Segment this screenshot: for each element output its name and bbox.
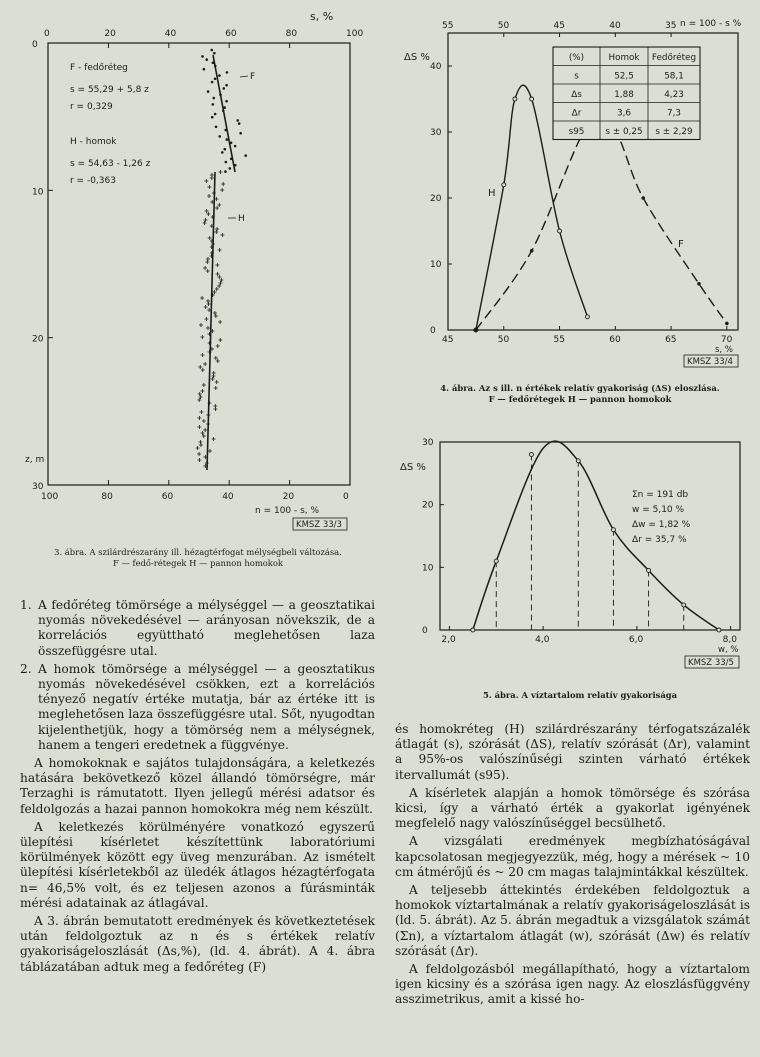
paragraph: A teljesebb áttekintés érdekében feldolgoztuk a homokok víztartalmának a relatív gyakoriságeloszlását is (ld. 5. ábrát). Az 5. ábrán megadtuk a vizsgálatok számát (Σn), a víztartalom átlagát (w), szórását (Δw) és relatív szórását (Δr). [395,883,750,958]
fig3-point-h [219,278,223,282]
fig5-stat-dw: Δw = 1,82 % [632,520,691,530]
fig3-point-h [197,458,201,462]
fig3-point-h [197,452,201,456]
fig4-point-f [725,322,729,326]
fig3-point-h [202,419,206,423]
fig3-point-h [198,440,202,444]
fig3-point-f [225,84,228,87]
fig5-y-tick-label: 0 [422,626,428,636]
fig3-point-h [218,320,222,324]
fig3-point-h [196,446,200,450]
fig3-point-f [210,49,213,52]
fig3-top-tick-label: 80 [285,29,298,39]
fig3-point-f [225,100,228,103]
text-column-right [395,722,750,1011]
fig3-point-h [208,236,212,240]
list-item-1 [20,598,375,659]
fig5-y-tick-label: 30 [422,438,434,448]
fig4-table-header: (%) [568,53,585,63]
fig3-point-h [201,368,205,372]
fig3-point-h [205,260,209,264]
fig4-point-f [697,282,701,286]
fig3-point-f [205,58,208,61]
fig3-depth-tick-label: 10 [32,187,44,198]
fig4-y-tick-label: 40 [430,62,442,72]
fig3-point-h [215,263,219,267]
fig3-point-h [206,326,210,330]
fig3-chart [0,0,380,560]
fig4-point-h [502,183,506,187]
fig3-point-f [228,167,231,170]
fig3-point-h [215,287,219,291]
fig3-legend-h: H - homok [70,137,117,147]
fig3-point-f [226,138,229,141]
fig3-point-h [199,443,203,447]
fig3-point-f [211,81,214,84]
fig3-point-f [238,122,241,125]
fig5-y-tick-label: 10 [422,563,434,574]
fig4-y-tick-label: 0 [430,326,436,336]
paragraph: A kísérletek alapján a homok tömörsége és szórása kicsi, így a várható érték a gyakorlat igényének megfelelő nagy valószínűséggel becsülhető. [395,785,750,831]
fig4-x-tick-label: 45 [442,335,454,345]
fig3-point-h [204,218,208,222]
fig3-point-h [197,416,201,420]
fig4-top-tick-label: 45 [553,21,565,31]
fig3-point-f [203,68,206,71]
fig3-point-h [203,221,207,225]
fig3-point-f [213,52,216,55]
fig4-y-ticks [430,62,452,336]
fig3-legend-f: F - fedőréteg [70,63,128,73]
fig3-top-ticks [44,29,363,48]
fig4-y-tick-label: 20 [430,194,442,204]
fig5-x-tick-label: 2,0 [441,635,456,645]
fig3-point-h [218,338,222,342]
fig5-tag: KMSZ 33/5 [688,658,734,668]
fig3-point-h [206,257,210,261]
fig4-point-h [558,229,562,233]
fig3-point-h [215,206,219,210]
fig3-point-f [212,97,215,100]
fig3-point-h [198,365,202,369]
fig4-x-ticks [442,326,733,345]
fig4-table-cell: 4,23 [664,90,684,100]
fig3-bottom-axis-label: n = 100 - s, % [255,506,320,516]
fig5-frame [440,442,740,630]
fig3-bottom-tick-label: 20 [282,492,295,502]
fig3-point-f [244,154,247,157]
fig3-point-h [204,179,208,183]
fig3-bottom-tick-label: 60 [161,492,174,502]
fig5-x-ticks [441,626,737,645]
fig3-point-h [218,170,222,174]
fig4-table-cell: 52,5 [614,71,634,82]
fig3-label-h: H [238,214,245,224]
fig4-table-cell: 7,3 [667,108,681,119]
fig3-top-tick-label: 100 [346,29,364,39]
fig4-point-h [530,97,534,101]
fig3-tag: KMSZ 33/3 [296,520,342,530]
fig3-point-f [236,119,239,122]
paragraph: A keletkezés körülményére vonatkozó egyszerű ülepítési kísérletet készítettünk laboratóriumi körülmények között egy üveg menzurában. Az ismételt ülepítési kísérletekből az üledék átlagos hézagtérfogata n= 46,5% volt, és ez teljesen azonos a fúrásminták mérési adatainak az átlagával. [20,819,375,910]
fig3-point-h [203,428,207,432]
fig4-y-tick-label: 30 [430,128,442,138]
fig3-point-h [220,233,224,237]
fig3-point-h [203,362,207,366]
fig4-point-f [474,328,478,332]
fig4-table-cell: 58,1 [664,71,684,82]
fig4-point-h [513,97,517,101]
fig4-point-f [530,249,534,253]
fig3-point-h [206,269,210,273]
fig3-point-f [218,135,221,138]
fig3-point-h [214,230,218,234]
fig4-x-tick-label: 55 [553,335,565,345]
paragraph: A 3. ábrán bemutatott eredmények és következtetések után feldolgoztuk az n és s értékek relatív gyakoriságeloszlását (Δs,%), (ld. 4. ábrát). A 4. ábra táblázatában adtuk meg a fedőréteg (F) [20,914,375,974]
fig3-point-h [197,425,201,429]
fig3-z-label: z, m [25,455,45,465]
fig4-caption-line2: F — fedőrétegek H — pannon homokok [488,394,672,404]
fig4-table-cell: Δs [571,90,582,100]
list-num-1: 1. [20,598,32,612]
fig3-point-h [204,305,208,309]
fig5-point [611,528,615,532]
list-text-1: A fedőréteg tömörsége a mélységgel — a geosztatikai nyomás növekedésével — arányosan növekszik, de a korrelációs együttható meglehetősen laza összefüggésre utal. [38,598,375,658]
fig3-point-h [213,311,217,315]
fig4-top-tick-label: 50 [497,21,510,31]
fig3-depth-tick-label: 20 [32,334,44,345]
fig5-x-tick-label: 6,0 [628,635,644,645]
fig4-table [553,47,700,140]
fig3-bottom-tick-label: 100 [41,492,59,502]
fig3-point-f [234,145,237,148]
fig3-point-h [210,176,214,180]
fig3-point-f [214,78,217,81]
fig3-point-h [199,323,203,327]
fig3-point-h [211,374,215,378]
fig5-x-label: w, % [718,645,739,655]
fig3-point-f [218,74,221,77]
fig4-table-cell: 3,6 [617,108,631,119]
fig3-point-h [203,266,207,270]
fig4-x-tick-label: 50 [497,335,510,345]
fig5-point [529,453,533,457]
fig5-point [717,628,721,632]
fig3-point-h [200,389,204,393]
fig4-table-header: Fedőréteg [651,53,697,63]
fig5-caption-text: 5. ábra. A víztartalom relatív gyakorisága [482,690,678,700]
fig5-point [682,603,686,607]
fig4-top-ticks [442,21,677,37]
fig3-point-f [207,90,210,93]
fig4-curve-f [476,116,727,330]
fig3-point-h [214,386,218,390]
fig3-point-h [200,296,204,300]
fig3-point-h [218,248,222,252]
fig4-point-h [585,315,589,319]
fig3-caption-line1: 3. ábra. A szilárdrészarány ill. hézagtérfogat mélységbeli változása. [54,547,342,557]
fig3-point-h [221,182,225,186]
fig3-caption [18,547,378,569]
fig3-bottom-tick-label: 0 [343,492,349,502]
fig3-point-f [224,170,227,173]
fig5-x-tick-label: 4,0 [535,635,550,645]
fig3-point-h [216,344,220,348]
fig3-eq-f: s = 55,29 + 5,8 z [70,85,149,95]
fig4-x-tick-label: 65 [665,335,677,345]
fig4-table-cell: s95 [568,127,585,137]
fig3-top-tick-label: 60 [225,29,237,39]
fig5-point [647,568,651,572]
fig3-point-h [206,299,210,303]
fig3-point-h [200,335,204,339]
fig4-x-tick-label: 70 [720,335,733,345]
fig4-top-tick-label: 35 [665,21,677,31]
fig3-point-f [221,151,224,154]
fig3-point-h [217,203,221,207]
fig3-point-h [207,194,211,198]
fig3-top-tick-label: 0 [44,29,50,39]
fig3-r-h: r = -0,363 [70,176,116,186]
fig3-point-f [201,55,204,58]
fig5-stat-w: w = 5,10 % [632,505,685,515]
fig3-point-f [214,113,217,116]
list-num-2: 2. [20,661,32,676]
fig3-eq-h: s = 54,63 - 1,26 z [70,159,151,169]
list-text-2: A homok tömörsége a mélységgel — a geosztatikus nyomás növekedésével csökken, ezt a korrelációs tényező negatív értéke mutatja, bár az értéke itt is meglehetősen laza összefüggésre utal. Sőt, nyugodtan kijelenthetjük, hogy a tömörség nem a mélységnek, hanem a tengeri eredetnek a függvénye. [38,661,375,752]
fig3-point-h [204,317,208,321]
fig3-point-f [222,87,225,90]
fig3-point-h [220,188,224,192]
fig3-bottom-ticks [41,480,350,502]
fig5-x-tick-label: 8,0 [722,635,737,645]
fig3-caption-line2: F — fedő-rétegek H — pannon homokok [113,558,283,568]
fig5-y-label: ΔS % [400,462,426,473]
fig3-r-f: r = 0,329 [70,102,113,112]
fig3-point-f [212,103,215,106]
fig3-point-h [212,437,216,441]
fig3-point-f [211,116,214,119]
fig3-label-f: F [250,72,256,82]
fig3-bottom-tick-label: 80 [101,492,113,502]
fig3-point-h [207,302,211,306]
fig4-y-label: ΔS % [404,52,430,63]
fig3-point-h [214,314,218,318]
fig5-point [494,559,498,563]
fig3-point-h [214,356,218,360]
fig5-y-tick-label: 20 [422,500,434,511]
fig3-top-tick-label: 40 [164,29,177,39]
fig3-point-h [216,359,220,363]
fig4-tag: KMSZ 33/4 [687,357,733,367]
fig3-depth-tick-label: 0 [32,40,38,50]
fig3-point-f [215,126,218,129]
fig3-point-h [202,383,206,387]
fig3-point-f [226,71,229,74]
fig5-point [471,628,475,632]
fig3-point-h [198,392,202,396]
paragraph: A feldolgozásból megállapítható, hogy a víztartalom igen kicsiny és a szórása igen nagy. Az eloszlásfüggvény asszimetrikus, amit a kissé ho- [395,962,750,1007]
fig3-point-f [225,161,228,164]
fig3-point-h [207,185,211,189]
fig4-top-tick-label: 40 [609,21,621,31]
fig5-stat-n: Σn = 191 db [632,490,689,500]
paragraph: és homokréteg (H) szilárdrészarány térfogatszázalék átlagát (s), szórását (ΔS), relatív szórását (Δr), valamint a 95%-os valószínűségi szinten várható értékek itervallumát (s95). [395,722,750,782]
fig3-point-h [215,380,219,384]
text-column-left [20,598,375,978]
fig4-top-tick-label: 55 [442,21,454,31]
fig3-depth-ticks [32,40,53,492]
fig5-point [576,459,580,463]
fig4-table-cell: Δr [571,108,582,119]
fig4-x-label: s, % [715,345,733,355]
list-item-2 [20,662,375,753]
fig4-table-cell: s [574,71,579,82]
fig4-chart [400,0,760,380]
fig5-chart [400,430,760,670]
fig5-caption [400,690,760,701]
fig3-point-h [211,377,215,381]
fig3-point-h [199,410,203,414]
fig4-table-cell: s ± 0,25 [605,127,643,137]
fig3-point-h [208,449,212,453]
fig4-x-tick-label: 60 [609,335,621,345]
fig4-top-axis-label: n = 100 - s % [680,19,742,29]
fig3-point-f [239,132,242,135]
fig3-scatter-points [196,49,247,468]
fig3-top-axis-label: s, % [310,10,334,23]
fig4-label-h: H [488,188,496,199]
fig4-label-f: F [678,239,684,250]
paragraph: A vizsgálati eredmények megbízhatóságával kapcsolatosan megjegyezzük, még, hogy a mérések ~ 10 cm átmérőjű és ~ 20 cm magas talajmintákkal készültek. [395,834,750,879]
fig4-y-tick-label: 10 [430,260,442,270]
fig4-caption-line1: 4. ábra. Az s ill. n értékek relatív gyakoriság (ΔS) eloszlása. [440,383,720,393]
fig4-caption [400,383,760,405]
fig3-point-h [201,353,205,357]
fig3-top-tick-label: 20 [104,29,116,39]
fig4-table-header: Homok [608,53,640,63]
fig3-depth-tick-label: 30 [32,482,44,492]
fig3-point-h [213,407,217,411]
paragraph: A homokoknak e sajátos tulajdonságára, a keletkezés hatására bekövetkező közel állandó tömörségre, már Terzaghi is rámutatott. Ilyen jellegű mérési adatsor és feldolgozás a hazai pannon homokokra még nem készült. [20,756,375,816]
fig5-stat-dr: Δr = 35,7 % [632,535,687,545]
fig3-point-h [215,227,219,231]
fig3-point-f [223,148,226,151]
fig4-table-cell: 1,88 [614,90,634,100]
fig3-bottom-tick-label: 40 [222,492,234,502]
fig4-point-f [641,196,645,200]
fig4-table-cell: s ± 2,29 [655,127,693,137]
